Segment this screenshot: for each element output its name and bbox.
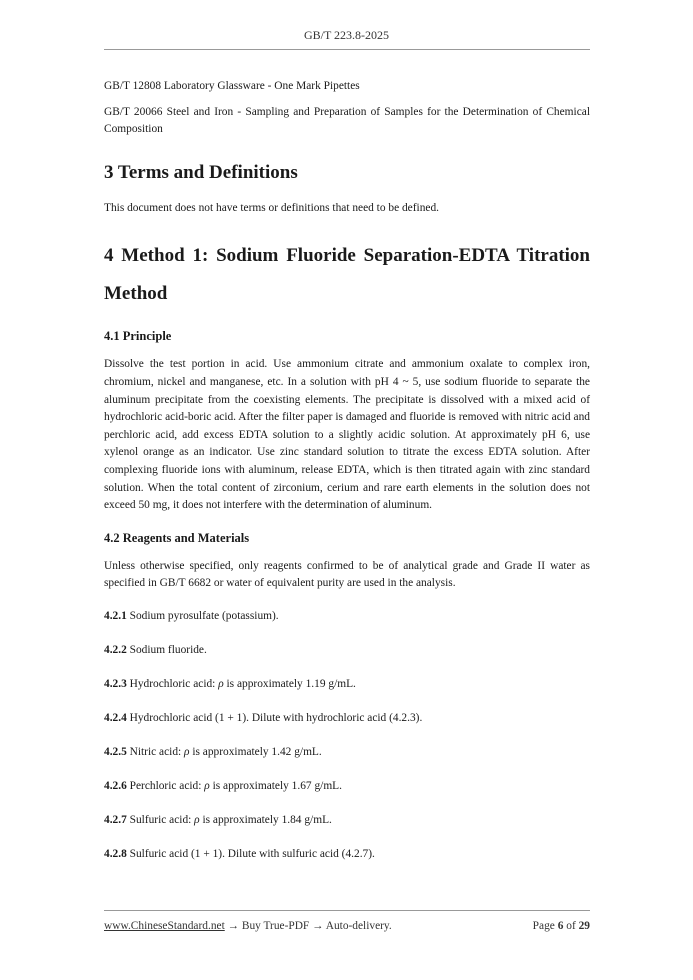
reagents-intro: Unless otherwise specified, only reagents confirmed to be of analytical grade and Grade II water as specified in GB/T 6682 or water of equivalent purity are used in the analysis. [104,559,590,590]
reagent-text: Hydrochloric acid (1 + 1). Dilute with hydrochloric acid (4.2.3). [126,711,423,724]
density-symbol: ρ [194,813,200,826]
page-number [533,920,590,932]
buy-pdf-text: Buy True-PDF [241,920,310,932]
reagent-text: Perchloric acid: [126,779,205,792]
arrow-icon: → [224,920,242,932]
reagent-text: Sodium pyrosulfate (potassium). [126,609,279,622]
reagent-text: is approximately 1.84 g/mL. [199,813,332,826]
section-4-heading: 4 Method 1: Sodium Fluoride Separation-EDTA Titration Method [104,245,590,305]
running-header: GB/T 223.8-2025 [303,28,390,42]
section-3-text: This document does not have terms or definitions that need to be defined. [104,201,439,214]
principle-text: Dissolve the test portion in acid. Use ammonium citrate and ammonium oxalate to complex iron, chromium, nickel and manganese, etc. In a solution with pH 4 ~ 5, use sodium fluoride to separate the aluminum precipitate from the coexisting elements. The precipitate is dissolved with a mixed acid of hydrochloric acid-boric acid. After the filter paper is damaged and fluoride is removed with nitric acid and perchloric acid, add excess EDTA solution to a slightly acidic solution. At approximately pH 6, use xylenol orange as an indicator. Use zinc standard solution to titrate the excess EDTA solution. After complexing fluoride ions with aluminum, release EDTA, which is then titrated again with zinc standard solution. When the total content of zirconium, cerium and rare earth elements in the solution does not exceed 50 mg, it does not interfere with the determination of aluminum. [104,358,590,512]
clause-number: 4.2.5 [104,745,127,758]
clause-number: 4.2.2 [104,643,127,656]
reagent-item [104,641,590,659]
arrow-icon: → [309,920,326,932]
reagent-text: is approximately 1.42 g/mL. [189,745,322,758]
clause-number: 4.2.8 [104,847,127,860]
density-symbol: ρ [204,779,210,792]
reagent-text: Sulfuric acid (1 + 1). Dilute with sulfuric acid (4.2.7). [126,847,375,860]
clause-number: 4.2.3 [104,677,127,690]
clause-number: 4.2.6 [104,779,127,792]
clause-number: 4.2.1 [104,609,127,622]
principle-heading: 4.1 Principle [104,329,172,344]
reagent-item [104,811,590,829]
density-symbol: ρ [218,677,224,690]
reagent-text: is approximately 1.19 g/mL. [223,677,356,690]
reagent-text: Sodium fluoride. [126,643,207,656]
clause-number: 4.2.4 [104,711,127,724]
reagent-item [104,845,590,863]
page-label: Page [532,920,555,932]
reagent-item [104,607,590,625]
reagent-item [104,675,590,693]
section-3-heading: 3 Terms and Definitions [104,161,298,183]
of-label: of [566,920,576,932]
reference-entry: GB/T 12808 Laboratory Glassware - One Mark Pipettes [104,80,360,92]
header-divider [104,49,590,50]
reagent-text: Sulfuric acid: [126,813,195,826]
total-pages: 29 [578,920,590,932]
reagent-item [104,777,590,795]
site-link[interactable]: www.ChineseStandard.net [104,920,225,932]
reagents-heading: 4.2 Reagents and Materials [104,530,250,545]
reference-entry: GB/T 20066 Steel and Iron - Sampling and Preparation of Samples for the Determination of Chemical Composition [104,105,590,136]
footer-divider [104,910,590,911]
current-page: 6 [557,920,564,932]
footer-links [104,920,392,932]
delivery-text: Auto-delivery. [325,920,392,932]
clause-number: 4.2.7 [104,813,127,826]
reagent-item [104,709,590,727]
reagent-text: Hydrochloric acid: [126,677,219,690]
page-body [104,78,590,879]
density-symbol: ρ [184,745,190,758]
reagent-text: is approximately 1.67 g/mL. [209,779,342,792]
reagent-item [104,743,590,761]
reagent-text: Nitric acid: [126,745,185,758]
